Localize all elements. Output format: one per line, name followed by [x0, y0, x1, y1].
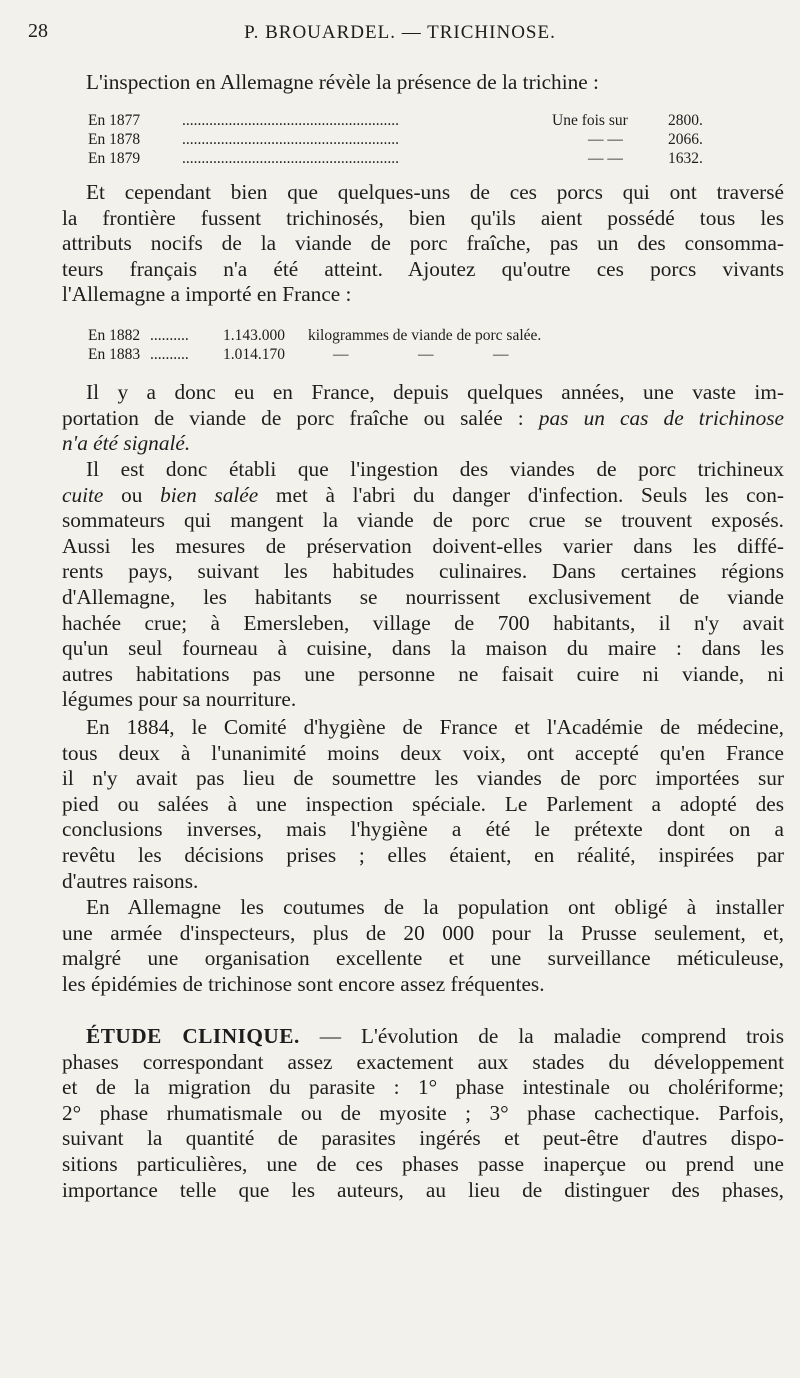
- paragraph-committee: En 1884, le Comité d'hygiène de France et l'Académie de médecine, tous deux à l'unanimité moins deux voix, ont accepté qu'en France il n'y avait pas lieu de soumettre les viandes de porc importées sur pied ou salées à une inspection spéciale. Le Parlement a adopté des conclusions inverses, mais l'hygiène a été le prétexte dont on a revêtu les décisions prises ; elles étaient, en réalité, inspirées par d'autres raisons.: [62, 715, 784, 893]
- paragraph-import: Et cependant bien que quelques-uns de ces porcs qui ont traversé la frontière fussent trichinosés, bien qu'ils aient possédé tous les attributs nocifs de la viande de porc fraîche, pas un des consomma- teurs français n'a été atteint. Ajoutez qu'outre ces porcs vivants l'Allemagne a importé en France :: [62, 180, 784, 307]
- inspection-table: [88, 111, 724, 168]
- section-heading: ÉTUDE CLINIQUE.: [86, 1024, 300, 1048]
- salted-pork-table: [88, 326, 728, 364]
- running-title: P. BROUARDEL. — TRICHINOSE.: [244, 22, 556, 43]
- table-row: En 1879 ........................................................ — — 1632.: [88, 150, 703, 167]
- paragraph-clinical-study: ÉTUDE CLINIQUE. — L'évolution de la maladie comprend trois phases correspondant assez exactement aux stades du développement et de la migration du parasite : 1° phase intestinale ou cholériforme; 2° phase rhumatismale ou de myosite ; 3° phase cachectique. Parfois, suivant la quantité de parasites ingérés et peut-être d'autres dispo- sitions particulières, une de ces phases passe inaperçue ou prend une importance telle que les auteurs, au lieu de distinguer des phases,: [62, 1024, 784, 1202]
- table-row: En 1877 ........................................................ Une fois sur 2800.: [88, 112, 703, 129]
- intro-line: L'inspection en Allemagne révèle la présence de la trichine :: [86, 70, 599, 94]
- page-number: 28: [28, 20, 48, 42]
- paragraph-germany: En Allemagne les coutumes de la population ont obligé à installer une armée d'inspecteurs, plus de 20 000 pour la Prusse seulement, et, malgré une organisation excellente et une surveillance méticuleuse, les épidémies de trichinose sont encore assez fréquentes.: [62, 895, 784, 996]
- paragraph-ingestion: Il est donc établi que l'ingestion des viandes de porc trichineux cuite ou bien salée met à l'abri du danger d'infection. Seuls les con- sommateurs qui mangent la viande de porc crue se trouvent exposés. Aussi les mesures de préservation doivent-elles varier dans les diffé- rents pays, suivant les habitudes culinaires. Dans certaines régions d'Allemagne, les habitants se nourrissent exclusivement de viande hachée crue; à Emersleben, village de 700 habitants, il n'y avait qu'un seul fourneau à cuisine, dans la maison du maire : dans les autres habitations pas une personne ne faisait cuire ni viande, ni légumes pour sa nourriture.: [62, 457, 785, 712]
- paragraph-no-case: Il y a donc eu en France, depuis quelques années, une vaste im- portation de viande de porc fraîche ou salée : pas un cas de trichinose n'a été signalé.: [62, 380, 784, 456]
- table-row: En 1883 .......... 1.014.170 — — —: [88, 346, 509, 363]
- table-row: En 1878 ........................................................ — — 2066.: [88, 131, 703, 148]
- table-row: En 1882 .......... 1.143.000 kilogrammes de viande de porc salée.: [88, 327, 542, 344]
